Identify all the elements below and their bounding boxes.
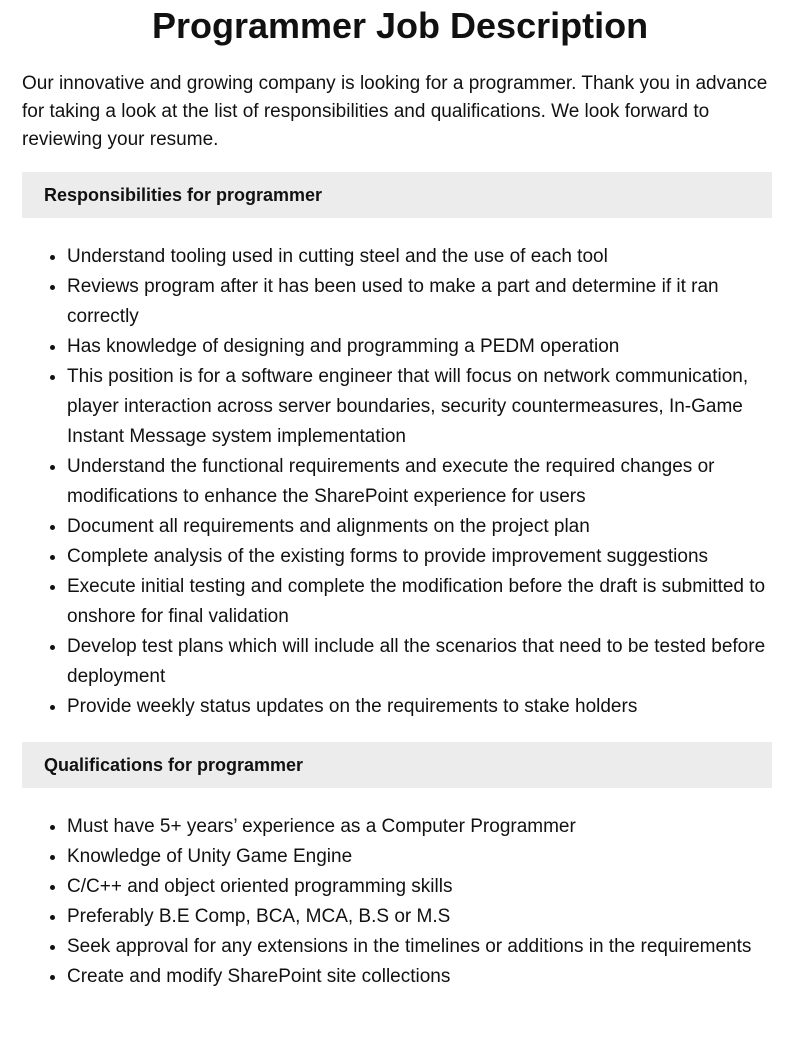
intro-text: Our innovative and growing company is looking for a programmer. Thank you in advance for taking a look at the list of responsibilities and qualifications. We look forward to reviewing your resume. <box>22 73 768 150</box>
list-item: • Reviews program after it has been used to make a part and determine if it ran correctly <box>67 272 780 332</box>
list-item: • Must have 5+ years’ experience as a Computer Programmer <box>67 812 780 842</box>
list-item: • Document all requirements and alignments on the project plan <box>67 512 780 542</box>
list-item: • Seek approval for any extensions in the timelines or additions in the requirements <box>67 932 780 962</box>
responsibilities-list <box>44 242 780 722</box>
list-item: • Provide weekly status updates on the requirements to stake holders <box>67 692 780 722</box>
qualifications-heading: Qualifications for programmer <box>22 742 772 788</box>
responsibilities-heading: Responsibilities for programmer <box>22 172 772 218</box>
list-item: • Has knowledge of designing and programming a PEDM operation <box>67 332 780 362</box>
list-item: • Complete analysis of the existing forms to provide improvement suggestions <box>67 542 780 572</box>
list-item: • Preferably B.E Comp, BCA, MCA, B.S or M.S <box>67 902 780 932</box>
list-item: • Understand the functional requirements and execute the required changes or modifications to enhance the SharePoint experience for users <box>67 452 780 512</box>
list-item: • Create and modify SharePoint site collections <box>67 962 780 992</box>
list-item: • Understand tooling used in cutting steel and the use of each tool <box>67 242 780 272</box>
list-item: • Knowledge of Unity Game Engine <box>67 842 780 872</box>
qualifications-list <box>44 812 780 992</box>
page-title: Programmer Job Description <box>151 5 649 46</box>
list-item: • C/C++ and object oriented programming skills <box>67 872 780 902</box>
list-item: • Develop test plans which will include all the scenarios that need to be tested before deployment <box>67 632 780 692</box>
list-item: • Execute initial testing and complete the modification before the draft is submitted to onshore for final validation <box>67 572 780 632</box>
list-item: • This position is for a software engineer that will focus on network communication, player interaction across server boundaries, security countermeasures, In-Game Instant Message system implementation <box>67 362 780 452</box>
